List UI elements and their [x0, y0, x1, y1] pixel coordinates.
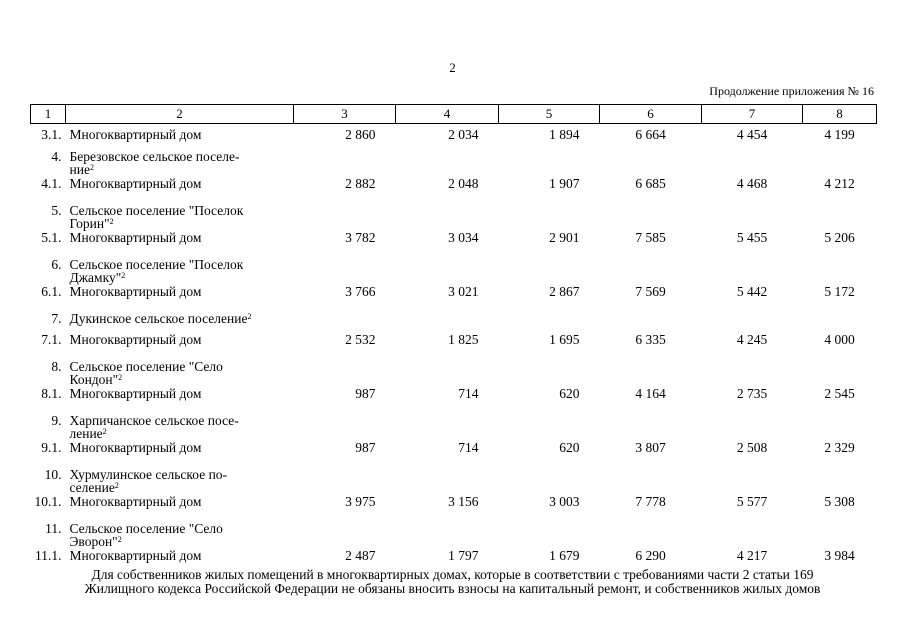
value-cell: 4 199	[824, 127, 855, 142]
table-row	[31, 204, 877, 230]
footnote	[0, 568, 905, 596]
building-type: Многоквартирный дом	[69, 494, 202, 509]
table-body	[31, 124, 877, 577]
value-cell: 2 901	[549, 230, 580, 245]
row-number: 11.1.	[35, 548, 62, 563]
value-cell: 3 766	[345, 284, 376, 299]
footnote-marker: 2	[121, 271, 126, 280]
value-cell: 4 212	[824, 176, 855, 191]
settlement-name-line	[70, 312, 877, 325]
column-header: 1	[31, 105, 66, 124]
settlement-name-text: Эворон"	[69, 534, 118, 549]
footnote-marker: 2	[118, 373, 123, 382]
settlement-name-line	[70, 258, 877, 271]
table-row	[31, 230, 877, 258]
footnote-marker: 2	[114, 481, 119, 490]
settlement-name-text: Харпичанское сельское посе-	[69, 413, 239, 428]
settlement-name	[66, 312, 877, 332]
value-cell: 6 335	[635, 332, 666, 347]
row-number: 11.	[45, 521, 62, 536]
value-cell: 987	[355, 386, 376, 401]
column-header: 8	[803, 105, 877, 124]
building-type: Многоквартирный дом	[69, 127, 202, 142]
table-row	[31, 494, 877, 522]
footnote-line: Жилищного кодекса Российской Федерации не обязаны вносить взносы на капитальный ремонт, и собственников жилых домов	[84, 581, 821, 596]
value-cell: 2 329	[824, 440, 855, 455]
table-header-row	[31, 105, 877, 124]
settlement-name	[66, 360, 877, 386]
value-cell: 4 217	[736, 548, 768, 563]
footnote-marker: 2	[117, 535, 122, 544]
value-cell: 1 825	[448, 332, 479, 347]
value-cell: 620	[559, 386, 580, 401]
value-cell: 2 034	[448, 127, 479, 142]
value-cell: 2 882	[345, 176, 376, 191]
building-type: Многоквартирный дом	[69, 176, 202, 191]
value-cell: 4 468	[736, 176, 768, 191]
value-cell: 1 695	[549, 332, 580, 347]
value-cell: 1 894	[549, 127, 580, 142]
settlement-name-line	[70, 217, 877, 230]
column-header: 2	[66, 105, 294, 124]
value-cell: 5 455	[736, 230, 768, 245]
value-cell: 2 735	[736, 386, 768, 401]
settlement-name-line	[70, 427, 877, 440]
table-row	[31, 360, 877, 386]
settlement-name	[66, 522, 877, 548]
value-cell: 3 807	[635, 440, 666, 455]
settlement-name-line	[70, 163, 877, 176]
value-cell: 7 585	[635, 230, 666, 245]
tariff-table	[30, 104, 877, 576]
settlement-name-text: Кондон"	[69, 372, 119, 387]
settlement-name-text: Сельское поселение "Поселок	[69, 203, 244, 218]
row-number: 10.1.	[34, 494, 62, 509]
table-row	[31, 386, 877, 414]
settlement-name-text: Горин"	[69, 216, 110, 231]
building-type: Многоквартирный дом	[69, 230, 202, 245]
value-cell: 1 679	[549, 548, 580, 563]
row-number: 8.	[51, 359, 62, 374]
value-cell: 2 508	[736, 440, 768, 455]
footnote-marker: 2	[109, 217, 114, 226]
value-cell: 6 664	[635, 127, 666, 142]
page-number: 2	[449, 60, 456, 75]
continuation-note: Продолжение приложения № 16	[709, 84, 874, 98]
footnote-marker: 2	[247, 312, 252, 321]
value-cell: 3 003	[549, 494, 580, 509]
value-cell: 714	[458, 386, 479, 401]
value-cell: 7 778	[635, 494, 666, 509]
settlement-name	[66, 414, 877, 440]
value-cell: 987	[355, 440, 376, 455]
value-cell: 3 975	[345, 494, 376, 509]
row-number: 6.1.	[41, 284, 62, 299]
footnote-marker: 2	[102, 427, 107, 436]
value-cell: 3 782	[345, 230, 376, 245]
value-cell: 3 156	[448, 494, 479, 509]
row-number: 4.	[51, 149, 62, 164]
settlement-name-text: Сельское поселение "Поселок	[69, 257, 244, 272]
building-type: Многоквартирный дом	[69, 284, 202, 299]
row-number: 6.	[51, 257, 62, 272]
building-type: Многоквартирный дом	[69, 386, 202, 401]
value-cell: 7 569	[635, 284, 666, 299]
table-row	[31, 414, 877, 440]
column-header: 5	[499, 105, 600, 124]
row-number: 7.	[51, 311, 62, 326]
value-cell: 4 000	[824, 332, 855, 347]
settlement-name-text: Хурмулинское сельское по-	[69, 467, 228, 482]
column-header: 3	[294, 105, 396, 124]
settlement-name	[66, 150, 877, 176]
column-header: 7	[702, 105, 803, 124]
value-cell: 3 984	[824, 548, 855, 563]
settlement-name-line	[70, 414, 877, 427]
value-cell: 2 487	[345, 548, 376, 563]
settlement-name-text: Джамку"	[69, 270, 122, 285]
settlement-name-text: Сельское поселение "Село	[69, 521, 223, 536]
value-cell: 4 164	[635, 386, 666, 401]
row-number: 4.1.	[41, 176, 62, 191]
value-cell: 5 172	[824, 284, 855, 299]
value-cell: 6 685	[635, 176, 666, 191]
value-cell: 2 867	[549, 284, 580, 299]
row-number: 8.1.	[41, 386, 62, 401]
row-number: 9.1.	[41, 440, 62, 455]
table-row	[31, 258, 877, 284]
row-number: 10.	[44, 467, 62, 482]
settlement-name-text: Сельское поселение "Село	[69, 359, 223, 374]
building-type: Многоквартирный дом	[69, 440, 202, 455]
settlement-name-line	[70, 535, 877, 548]
table-row	[31, 284, 877, 312]
settlement-name-text: ние	[69, 162, 90, 177]
row-number: 7.1.	[41, 332, 62, 347]
building-type: Многоквартирный дом	[69, 548, 202, 563]
value-cell: 4 454	[736, 127, 768, 142]
value-cell: 2 545	[824, 386, 855, 401]
settlement-name-text: ление	[69, 426, 103, 441]
row-number: 5.	[51, 203, 62, 218]
table-row	[31, 312, 877, 332]
value-cell: 620	[559, 440, 580, 455]
row-number: 3.1.	[41, 127, 62, 142]
settlement-name-line	[70, 468, 877, 481]
settlement-name-text: Дукинское сельское поселение	[69, 311, 248, 326]
settlement-name-line	[70, 360, 877, 373]
footnote-line: Для собственников жилых помещений в многоквартирных домах, которые в соответствии с требованиями части 2 статьи 169	[91, 567, 814, 582]
settlement-name-line	[70, 204, 877, 217]
value-cell: 5 206	[824, 230, 855, 245]
footnote-marker: 2	[89, 163, 94, 172]
table-row	[31, 150, 877, 176]
table-row	[31, 124, 877, 151]
settlement-name	[66, 204, 877, 230]
value-cell: 2 048	[448, 176, 479, 191]
table-row	[31, 522, 877, 548]
settlement-name	[66, 468, 877, 494]
value-cell: 3 021	[448, 284, 479, 299]
building-type: Многоквартирный дом	[69, 332, 202, 347]
settlement-name-line	[70, 522, 877, 535]
value-cell: 5 308	[824, 494, 855, 509]
value-cell: 5 442	[736, 284, 768, 299]
settlement-name-text: селение	[69, 480, 115, 495]
table-row	[31, 468, 877, 494]
settlement-name-text: Березовское сельское поселе-	[69, 149, 240, 164]
row-number: 9.	[51, 413, 62, 428]
table-row	[31, 332, 877, 360]
value-cell: 2 860	[345, 127, 376, 142]
column-header: 6	[600, 105, 702, 124]
table-row	[31, 176, 877, 204]
value-cell: 4 245	[736, 332, 768, 347]
value-cell: 5 577	[736, 494, 768, 509]
settlement-name-line	[70, 150, 877, 163]
value-cell: 3 034	[448, 230, 479, 245]
table-row	[31, 440, 877, 468]
settlement-name-line	[70, 271, 877, 284]
value-cell: 714	[458, 440, 479, 455]
value-cell: 1 797	[448, 548, 479, 563]
row-number: 5.1.	[41, 230, 62, 245]
value-cell: 2 532	[345, 332, 376, 347]
column-header: 4	[396, 105, 499, 124]
settlement-name-line	[70, 481, 877, 494]
value-cell: 6 290	[635, 548, 666, 563]
settlement-name	[66, 258, 877, 284]
settlement-name-line	[70, 373, 877, 386]
value-cell: 1 907	[549, 176, 580, 191]
